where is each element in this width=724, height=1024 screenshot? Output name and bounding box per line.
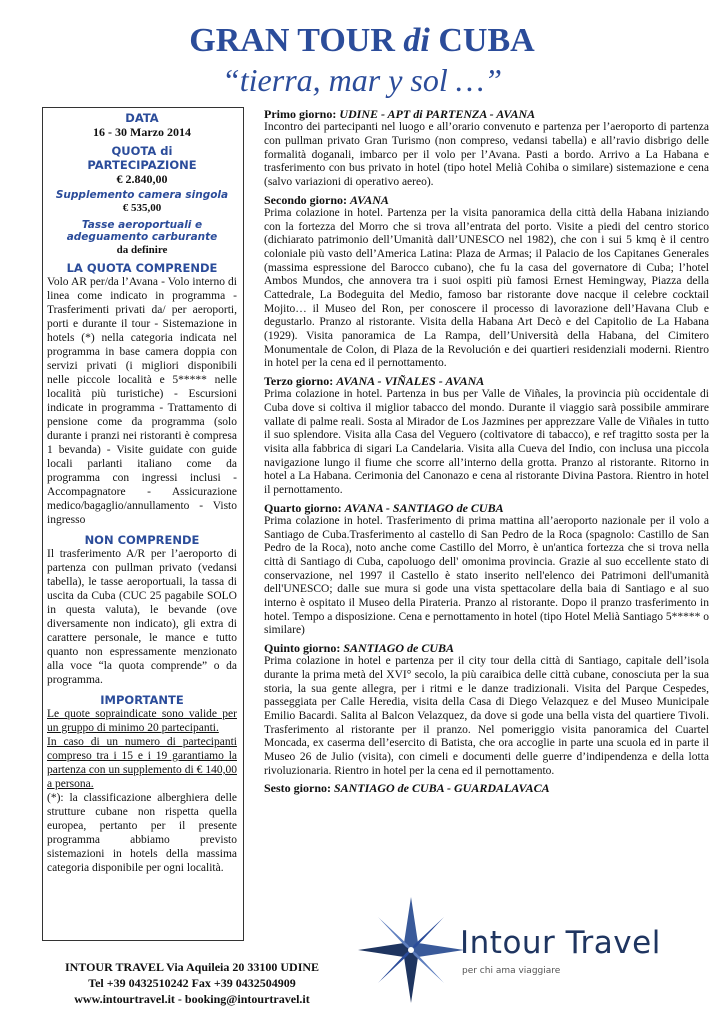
tax-heading-1: Tasse aeroportuali e bbox=[81, 218, 203, 231]
included-heading: LA QUOTA COMPRENDE bbox=[66, 260, 218, 275]
data-value: 16 - 30 Marzo 2014 bbox=[93, 125, 191, 140]
tax-value: da definire bbox=[116, 244, 168, 257]
day-label: Quarto giorno: bbox=[264, 500, 342, 515]
quota-heading-2: PARTECIPAZIONE bbox=[87, 157, 197, 172]
day-place: AVANA - VIÑALES - AVANA bbox=[336, 373, 485, 388]
day-label: Secondo giorno: bbox=[264, 192, 348, 207]
included-text: Volo AR per/da l’Avana - Volo interno di linea come indicato in programma - Trasferimenti privati da/ per aeroporti, porti e durante il tour - Sistemazione in hotels (*) nella categoria indicata nel programma in base camera doppia con servizi privati (i migliori disponibili nelle piccole località e 5***** nelle località più turistiche) - Escursioni indicate in programma - Trattamento di pensione come da programma (solo durante i pranzi nei ristoranti è compresa 1 bevanda) - Visite guidate con guide locali parlanti italiano come da programma con ingressi inclusi - Accompagnatore - Assicurazione medico/bagaglio/annullamento - Visto ingresso bbox=[47, 275, 237, 526]
title-part-2: di bbox=[403, 22, 430, 59]
title-part-1: GRAN TOUR bbox=[189, 22, 395, 59]
page-title bbox=[0, 22, 724, 59]
data-heading: DATA bbox=[125, 111, 159, 125]
day-1 bbox=[264, 107, 709, 190]
day-4 bbox=[264, 501, 709, 638]
day-text: Prima colazione in hotel. Trasferimento di prima mattina all’aeroporto nazionale per il volo a Santiago de Cuba.Trasferimento al castello di San Pedro de la Roca (spagnolo: Castillo de San Pedro de la Roca), noto anche come Castillo del Morro, è un'antica fortezza che si trova nella città di Santiago di Cuba, capoluogo dell' omonima provincia. Grazie al suo eccellente stato di conservazione, nel 1997 il Castello è stato inserito nell'elenco dei Patrimoni dell'umanità dell'UNESCO; dalle sue mura si gode una vista spettacolare della baia di Santiago e al suo interno è ospitato il Museo della Pirateria. Pranzo al ristorante. Dopo il pranzo trasferimento in hotel. Tempo a disposizione. Cena e pernottamento in hotel (tipo Hotel Melià Santiago 5***** o similare) bbox=[264, 514, 709, 637]
compass-star-icon bbox=[356, 895, 466, 1005]
supplement-value: € 535,00 bbox=[122, 202, 162, 215]
footer-phone: Tel +39 0432510242 Fax +39 0432504909 bbox=[88, 976, 296, 991]
day-text: Prima colazione in hotel e partenza per il city tour della città di Santiago, capitale dell’isola durante la prima metà del XVI° secolo, la più caraibica delle città cubane, conosciuta per la sua storia, la sua gente allegra, per i ritmi e le danze tradizionali. Visita del Parque Cespedes, passeggiata per Calle Heredia, visita della Casa di Diego Velazquez e del Museo Municipale Emilio Bacardi. Salita al Balcon Velazquez, da dove si gode una bella vista del quartiere Tivoli. Trasferimento al ristorante per il pranzo. Nel pomeriggio visita panoramica del Cuartel Moncada, ex caserma dell’esercito di Batista, che ora accoglie in parte una scuola ed in parte il Museo 26 de Julio (visita), con cimeli e documenti delle guerre d’indipendenza e della lotta rivoluzionaria. Rientro in hotel per la cena ed il pernottamento. bbox=[264, 655, 709, 777]
day-text: Prima colazione in hotel. Partenza per la visita panoramica della città della Habana iniziando con la fortezza del Morro che si trova all’entrata del porto. Visite a piedi del centro storico (dichiarato patrimonio dell’Umanità dall’UNESCO nel 1982), che con i sui 5 kmq è il centro coloniale più vasto dell’America Latina: Plaza de Armas; il Palacio de los Capitanes Generales (massima espressione del Barocco cubano), che fu la casa del governatore di Cuba; l’hotel Ambos Mundos, che annovera tra i suoi ospiti più famosi Ernest Hemingway, Piazza della Cattedrale, La Bodeguita del Medio, famoso bar ristorante dove nacque il celebre cocktail Mojito… il Museo del Ron, per conoscere il processo di lavorazione dell’Havana Club e degustarlo. Pranzo al ristorante. Visita della Habana Art Decò e del Capitolio de La Habana (1929). Visita panoramica de La Rampa, dell’Università della Habana, del Cimitero Monumentale de Colon, di Plaza de la Revolución e dei quartieri residenziali moderni. Rientro in hotel per la cena ed il pernottamento. bbox=[264, 206, 709, 370]
day-place: UDINE - APT di PARTENZA - AVANA bbox=[339, 107, 536, 121]
important-text-1: Le quote sopraindicate sono valide per un gruppo di minimo 20 partecipanti. bbox=[47, 707, 237, 734]
quota-heading-1: QUOTA di bbox=[111, 143, 173, 158]
day-label: Terzo giorno: bbox=[264, 373, 334, 388]
title-part-3: CUBA bbox=[438, 22, 535, 59]
important-heading: IMPORTANTE bbox=[100, 692, 184, 707]
page-subtitle: “tierra, mar y sol …” bbox=[221, 62, 503, 98]
day-place: AVANA - SANTIAGO de CUBA bbox=[344, 500, 504, 515]
tax-heading-2: adeguamento carburante bbox=[66, 231, 218, 244]
footer-web: www.intourtravel.it - booking@intourtravel.it bbox=[74, 992, 310, 1007]
day-5 bbox=[264, 641, 709, 778]
excluded-text: Il trasferimento A/R per l’aeroporto di partenza con pullman privato (vedansi tabella), le tasse aeroportuali, la tassa di uscita da Cuba (CUC 25 pagabile SOLO in questa valuta), le bevande (ove diversamente non indicato), gli extra di carattere personale, le mance e tutto quanto non espressamente menzionato alla voce “la quota comprende” o da programma. bbox=[47, 547, 237, 686]
info-sidebar bbox=[42, 107, 244, 941]
day-2 bbox=[264, 193, 709, 371]
footer-address: INTOUR TRAVEL Via Aquileia 20 33100 UDINE bbox=[64, 960, 320, 974]
day-place: AVANA bbox=[350, 192, 389, 207]
itinerary bbox=[264, 107, 709, 798]
intour-travel-logo bbox=[356, 895, 686, 1005]
logo-name: Intour Travel bbox=[460, 925, 661, 961]
day-place: SANTIAGO de CUBA bbox=[343, 640, 455, 655]
day-6 bbox=[264, 781, 709, 795]
day-label: Quinto giorno: bbox=[264, 640, 341, 655]
day-place: SANTIAGO de CUBA - GUARDALAVACA bbox=[334, 781, 550, 796]
supplement-heading: Supplemento camera singola bbox=[55, 189, 229, 202]
footer-contacts bbox=[42, 959, 342, 1008]
excluded-heading: NON COMPRENDE bbox=[84, 532, 200, 547]
important-text-2: In caso di un numero di partecipanti compreso tra i 15 e i 19 garantiamo la partenza con un supplemento di € 140,00 a persona. bbox=[47, 736, 237, 791]
day-3 bbox=[264, 374, 709, 498]
day-text: Incontro dei partecipanti nel luogo e all’orario convenuto e partenza per l’aeroporto di partenza con pullman privato Gran Turismo (non compreso, vedansi tabella) e all’ravio disbrigo delle formalità doganali, imbarco per il volo per l’Avana. Pasti a bordo. Arrivo a La Habana e trasferimento con bus privato in hotel (tipo hotel Melià Cohiba o similare) sistemazione e cena (salvo variazioni di operativo aereo). bbox=[264, 121, 709, 188]
quota-value: € 2.840,00 bbox=[116, 171, 168, 186]
day-text: Prima colazione in hotel. Partenza in bus per Valle de Viñales, la provincia più occidentale di Cuba dove si coltiva il miglior tabacco del mondo. Durante il viaggio sarà possibile ammirare vallate di palme reali. Sosta al Mirador de Los Jazmines per apprezzare Valle de Viñales in tutto il suo splendore. Visita alla Casa del Veguero (coltivatore di tabacco), e ref tragitto sosta per la visita alla fabbrica di sigari La Candelaria. Visita alla Cueva del Indio, con inclusa una piccola navigazione lungo il fiume che scorre all’interno della grotta. Pranzo al ristorante. Ritorno in hotel a La Habana. Cerimonia del Canonazo e cena al ristorante Divina Pastora. Rientro in hotel il pernottamento. bbox=[264, 388, 709, 496]
important-text-3: (*): la classificazione alberghiera delle strutture cubane non rispetta quella europea, pertanto per il presente programma abbiamo previsto sistemazioni in hotels della massima categoria disponibile per ogni località. bbox=[47, 792, 237, 875]
logo-tagline: per chi ama viaggiare bbox=[462, 966, 561, 976]
day-label: Primo giorno: bbox=[264, 107, 337, 121]
day-label: Sesto giorno: bbox=[264, 781, 331, 796]
